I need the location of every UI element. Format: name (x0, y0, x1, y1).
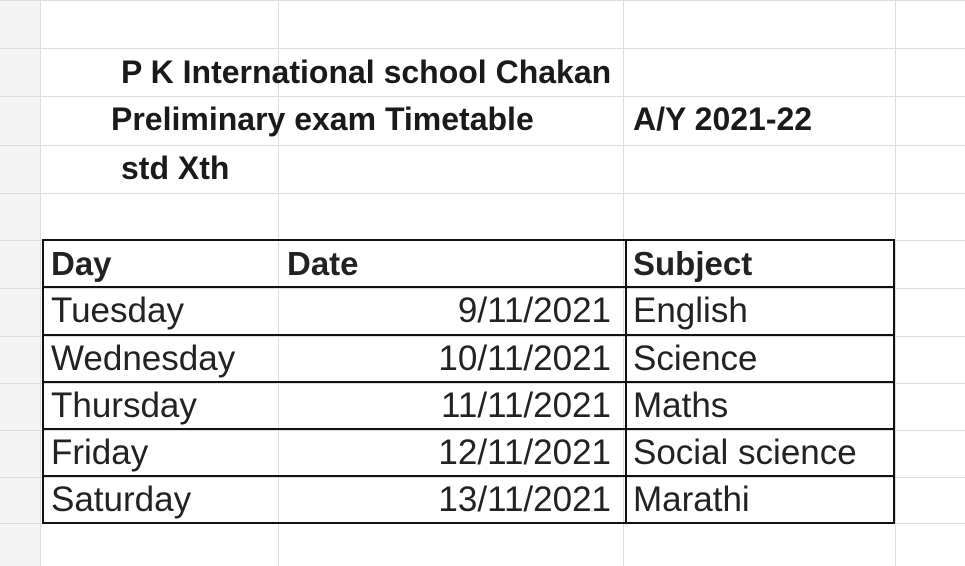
table-border-left (42, 239, 44, 524)
table-border (625, 239, 627, 524)
table-border (42, 475, 895, 477)
column-header-date: Date (287, 245, 359, 282)
gridline-h (0, 430, 965, 431)
gridline-v (895, 0, 896, 566)
table-cell-day: Saturday (51, 480, 192, 519)
table-cell-day: Friday (51, 433, 149, 472)
gridline-h (0, 336, 965, 337)
column-header-subject: Subject (633, 245, 753, 282)
standard-label: std Xth (121, 150, 230, 186)
table-cell-day: Thursday (51, 386, 197, 425)
table-cell-date: 11/11/2021 (441, 386, 611, 425)
school-name: P K International school Chakan (121, 54, 612, 90)
column-header-day: Day (51, 245, 112, 282)
table-cell-subject: Marathi (633, 480, 750, 519)
gridline-v (623, 0, 624, 566)
table-border (42, 334, 895, 336)
gridline-h (0, 288, 965, 289)
table-border-bottom (42, 522, 895, 524)
table-border (42, 286, 895, 288)
gridline-h (0, 48, 965, 49)
row-header-strip (0, 0, 41, 566)
timetable-title: Preliminary exam Timetable (111, 101, 534, 137)
table-border-right (893, 239, 895, 524)
gridline-v (40, 0, 41, 566)
table-cell-day: Wednesday (51, 339, 236, 378)
table-cell-day: Tuesday (51, 291, 184, 330)
table-cell-subject: Science (633, 339, 758, 378)
gridline-h (0, 96, 965, 97)
academic-year: A/Y 2021-22 (633, 101, 813, 137)
gridline-h (0, 193, 965, 194)
table-cell-subject: Maths (633, 386, 729, 425)
table-cell-date: 9/11/2021 (457, 291, 611, 330)
gridline-h (0, 145, 965, 146)
table-border-top (42, 239, 895, 241)
table-cell-date: 12/11/2021 (438, 433, 611, 472)
table-border (42, 428, 895, 430)
table-cell-subject: Social science (633, 433, 857, 472)
gridline-h (0, 477, 965, 478)
table-cell-subject: English (633, 291, 748, 330)
table-border (42, 381, 895, 383)
table-cell-date: 13/11/2021 (438, 480, 611, 519)
gridline-h (0, 383, 965, 384)
table-cell-date: 10/11/2021 (438, 339, 611, 378)
gridline-h (0, 0, 965, 1)
